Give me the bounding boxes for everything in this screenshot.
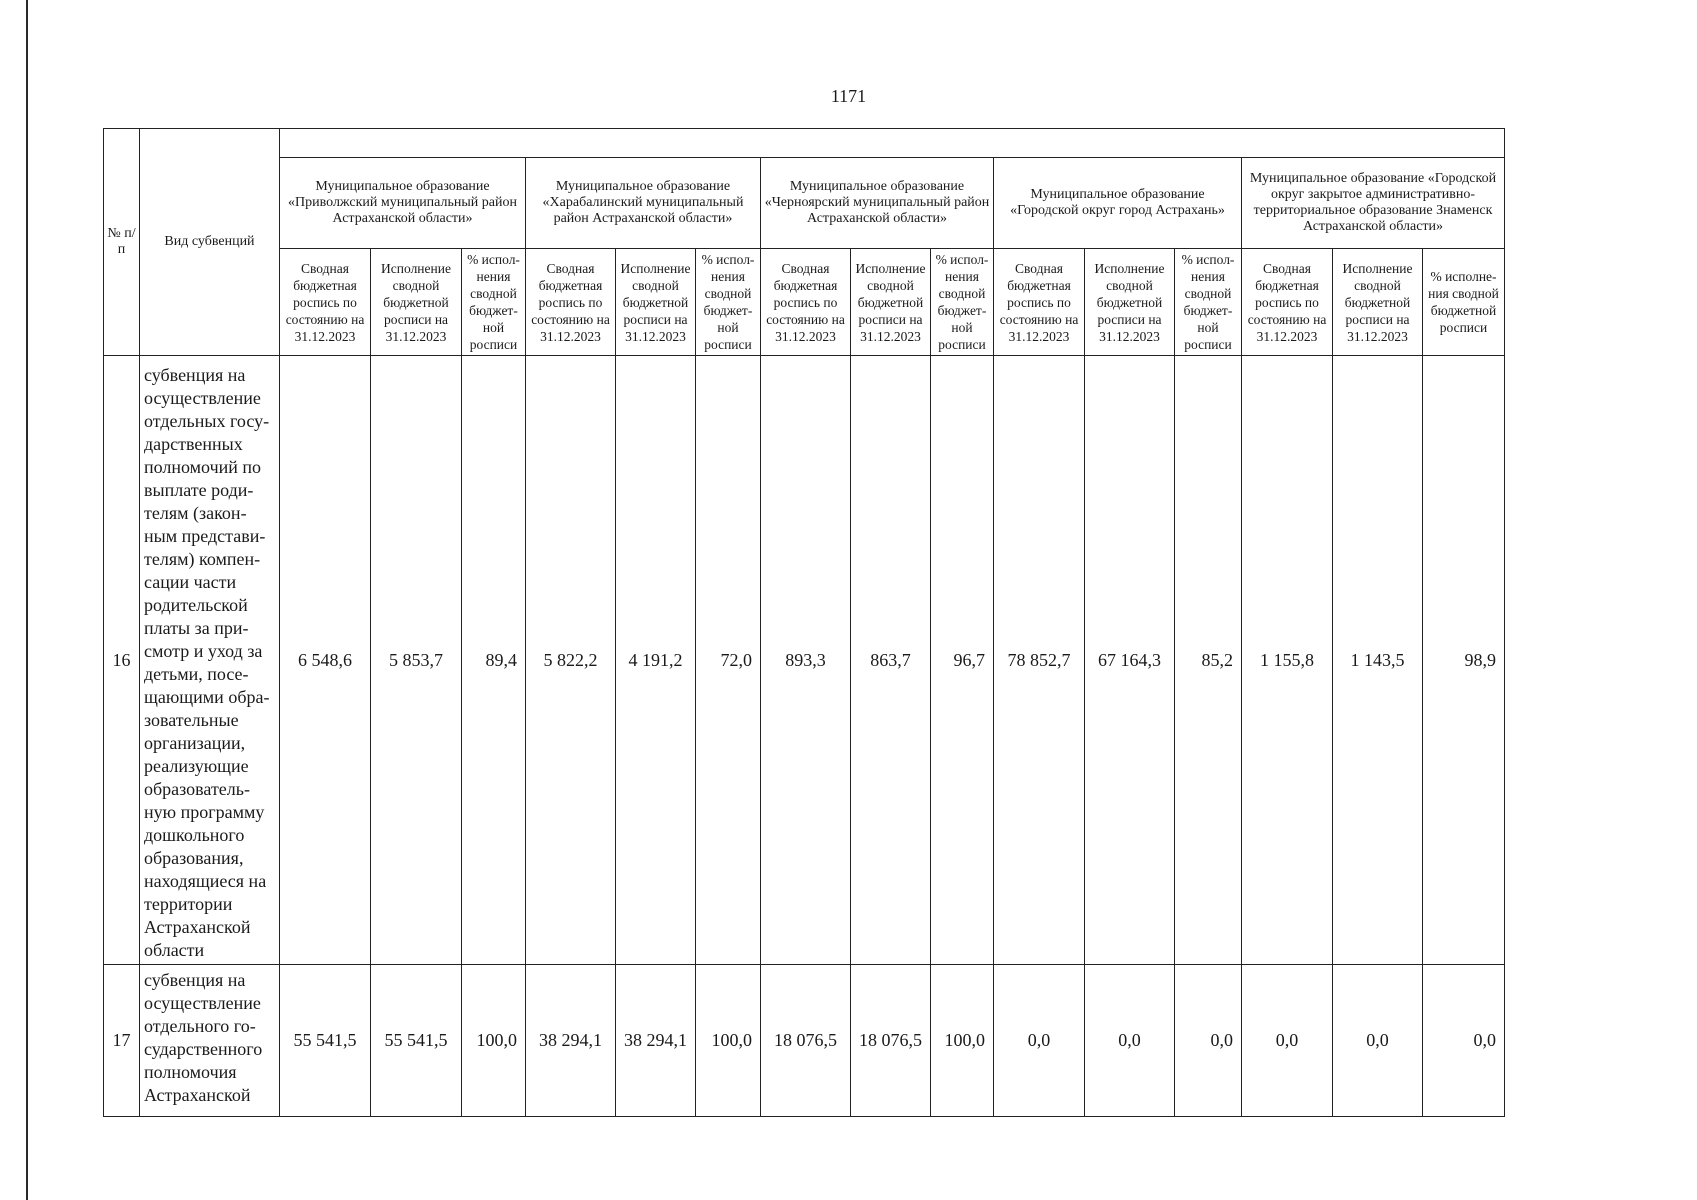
left-margin-line xyxy=(26,0,28,1200)
row-description: субвенция на осуществление отдельного го-сударственного полномочия Астраханской xyxy=(140,965,280,1117)
value-cell: 98,9 xyxy=(1423,356,1505,965)
value-cell: 863,7 xyxy=(851,356,931,965)
header-subcolumn: Сводная бюджетная роспись по состоянию на 31.12.2023 xyxy=(1242,249,1333,356)
row-number: 16 xyxy=(104,356,140,965)
value-cell: 0,0 xyxy=(994,965,1085,1117)
value-cell: 5 853,7 xyxy=(371,356,462,965)
header-subcolumn: % испол-нения сводной бюджет-ной росписи xyxy=(1175,249,1242,356)
value-cell: 100,0 xyxy=(931,965,994,1117)
header-kind: Вид субвенций xyxy=(140,129,280,356)
header-subcolumn: Исполнение сводной бюджетной росписи на 31.12.2023 xyxy=(1333,249,1423,356)
value-cell: 78 852,7 xyxy=(994,356,1085,965)
header-blank-cell xyxy=(280,129,1505,158)
header-subcolumn: Исполнение сводной бюджетной росписи на 31.12.2023 xyxy=(616,249,696,356)
header-municipality: Муниципальное образование «Городской округ город Астрахань» xyxy=(994,158,1242,249)
value-cell: 1 143,5 xyxy=(1333,356,1423,965)
subvention-table xyxy=(103,128,1505,1117)
header-blank-row xyxy=(104,129,1505,158)
value-cell: 6 548,6 xyxy=(280,356,371,965)
value-cell: 72,0 xyxy=(696,356,761,965)
header-num: № п/п xyxy=(104,129,140,356)
value-cell: 89,4 xyxy=(462,356,526,965)
value-cell: 85,2 xyxy=(1175,356,1242,965)
value-cell: 4 191,2 xyxy=(616,356,696,965)
value-cell: 0,0 xyxy=(1242,965,1333,1117)
value-cell: 55 541,5 xyxy=(371,965,462,1117)
value-cell: 5 822,2 xyxy=(526,356,616,965)
header-subcolumn: % испол-нения сводной бюджет-ной росписи xyxy=(696,249,761,356)
table-row xyxy=(104,356,1505,965)
value-cell: 100,0 xyxy=(462,965,526,1117)
header-subcolumn: Сводная бюджетная роспись по состоянию на 31.12.2023 xyxy=(761,249,851,356)
table-row xyxy=(104,965,1505,1117)
value-cell: 0,0 xyxy=(1423,965,1505,1117)
value-cell: 0,0 xyxy=(1333,965,1423,1117)
header-subcolumn: Исполнение сводной бюджетной росписи на 31.12.2023 xyxy=(1085,249,1175,356)
header-municipality-row xyxy=(104,158,1505,249)
header-subcolumn: Исполнение сводной бюджетной росписи на 31.12.2023 xyxy=(851,249,931,356)
header-subcolumn: % испол-нения сводной бюджет-ной росписи xyxy=(931,249,994,356)
value-cell: 0,0 xyxy=(1085,965,1175,1117)
header-subcolumn: Сводная бюджетная роспись по состоянию на 31.12.2023 xyxy=(280,249,371,356)
value-cell: 18 076,5 xyxy=(851,965,931,1117)
row-description: субвенция на осуществление отдельных госу-дарственных полномочий по выплате роди-телям (закон-ным представи-телям) компен-сации части родительской платы за при-смотр и уход за детьми, посе-щающими обра-зовательные организации, реализующие образователь-ную программу дошкольного образования, находящиеся на территории Астраханской области xyxy=(140,356,280,965)
header-subcolumn: Сводная бюджетная роспись по состоянию на 31.12.2023 xyxy=(994,249,1085,356)
value-cell: 1 155,8 xyxy=(1242,356,1333,965)
header-subcolumn: Сводная бюджетная роспись по состоянию на 31.12.2023 xyxy=(526,249,616,356)
header-subcolumn: Исполнение сводной бюджетной росписи на 31.12.2023 xyxy=(371,249,462,356)
value-cell: 38 294,1 xyxy=(616,965,696,1117)
value-cell: 100,0 xyxy=(696,965,761,1117)
header-municipality: Муниципальное образование «Харабалинский муниципальный район Астраханской области» xyxy=(526,158,761,249)
header-subcolumn: % испол-нения сводной бюджет-ной росписи xyxy=(462,249,526,356)
value-cell: 67 164,3 xyxy=(1085,356,1175,965)
row-number: 17 xyxy=(104,965,140,1117)
page-number: 1171 xyxy=(830,86,867,106)
header-subcolumn: % исполне-ния сводной бюджетной росписи xyxy=(1423,249,1505,356)
value-cell: 893,3 xyxy=(761,356,851,965)
value-cell: 38 294,1 xyxy=(526,965,616,1117)
header-municipality: Муниципальное образование «Черноярский муниципальный район Астраханской области» xyxy=(761,158,994,249)
value-cell: 55 541,5 xyxy=(280,965,371,1117)
header-municipality: Муниципальное образование «Городской округ закрытое административно-территориальное образование Знаменск Астраханской области» xyxy=(1242,158,1505,249)
value-cell: 96,7 xyxy=(931,356,994,965)
value-cell: 0,0 xyxy=(1175,965,1242,1117)
value-cell: 18 076,5 xyxy=(761,965,851,1117)
header-subcolumn-row xyxy=(104,249,1505,356)
header-municipality: Муниципальное образование «Приволжский муниципальный район Астраханской области» xyxy=(280,158,526,249)
